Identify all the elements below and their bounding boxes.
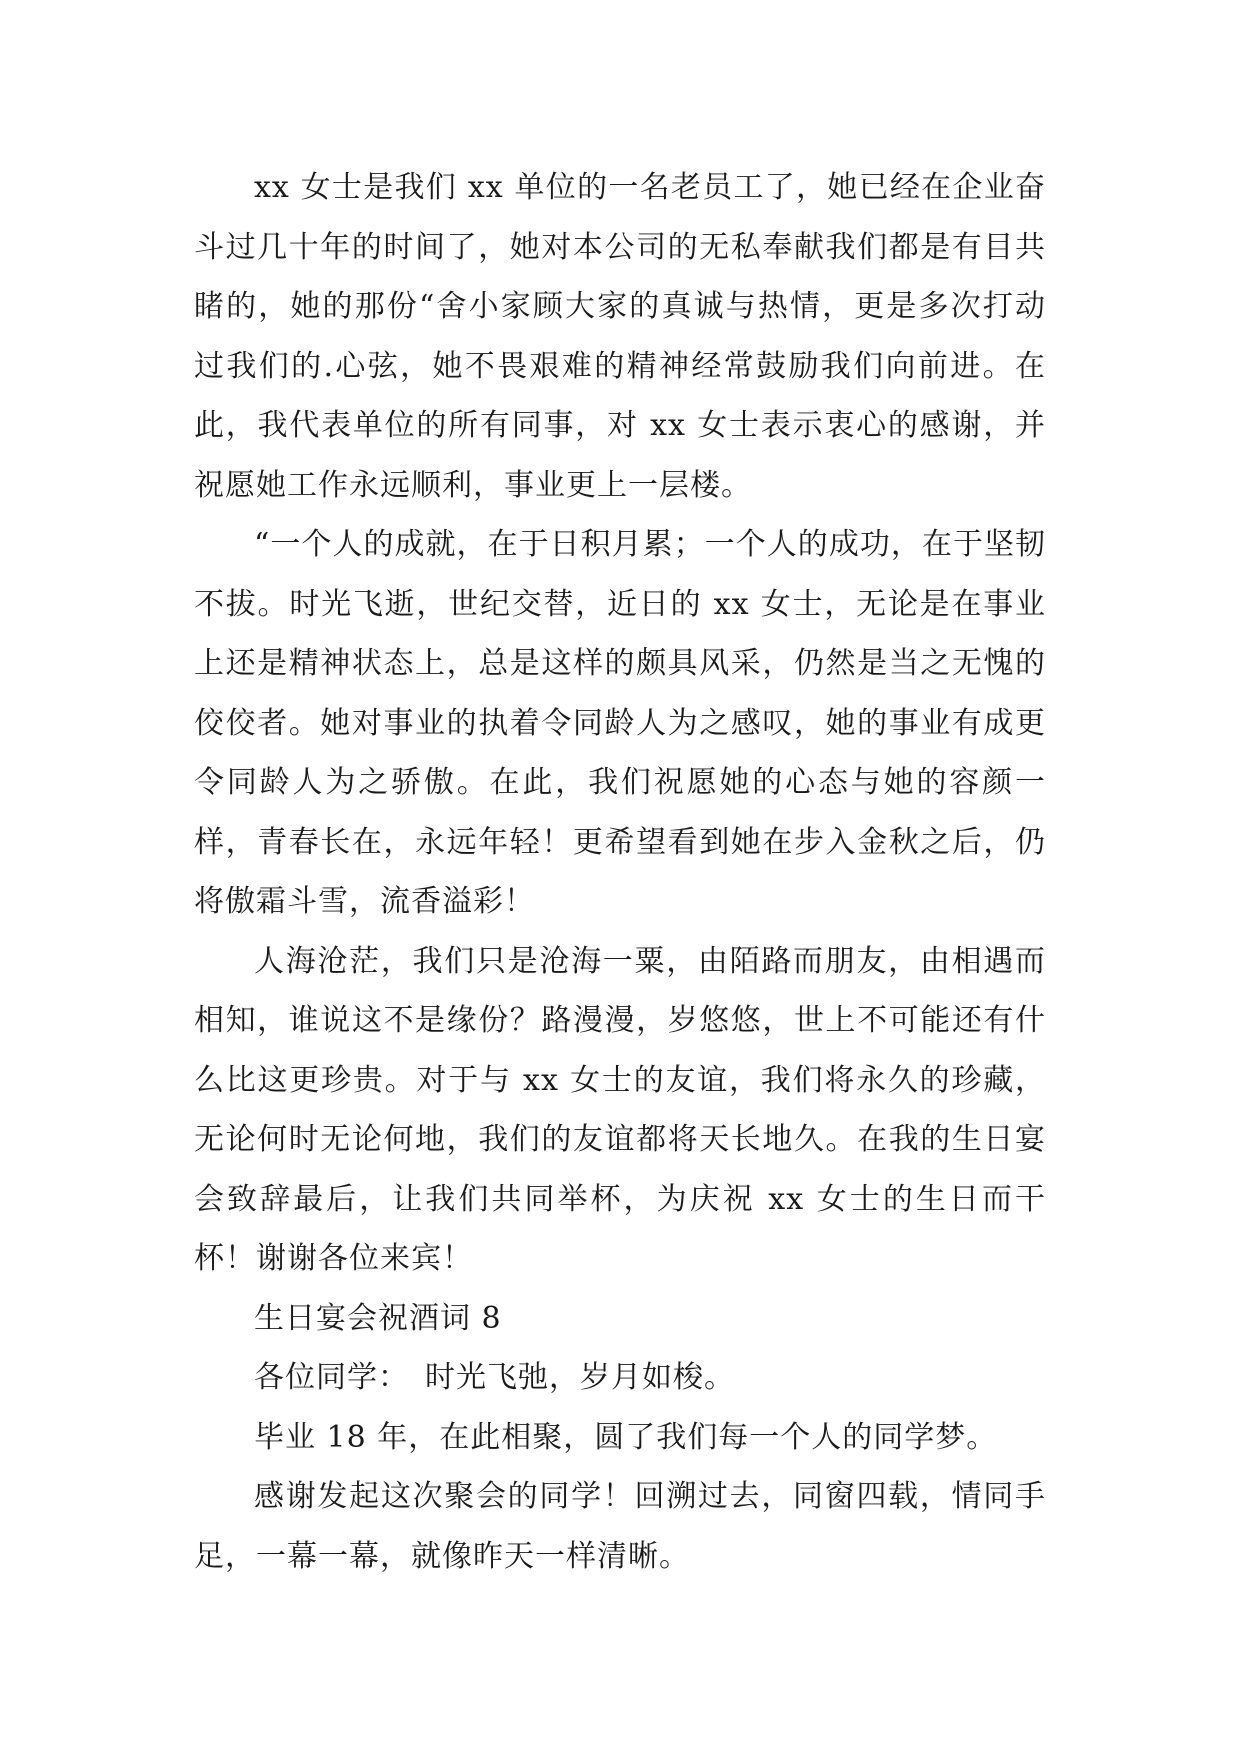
document-body [194, 158, 1046, 1586]
section-title: 生日宴会祝酒词 8 [254, 1300, 502, 1336]
paragraph-achievement: “一个人的成就，在于日积月累；一个人的成功，在于坚韧不拔。时光飞逝，世纪交替，近日的 xx 女士，无论是在事业上还是精神状态上，总是这样的颇具风采，仍然是当之无愧的佼佼者。她对事业的执着令同龄人为之感叹，她的事业有成更令同龄人为之骄傲。在此，我们祝愿她的心态与她的容颜一样，青春长在，永远年轻！更希望看到她在步入金秋之后，仍将傲霜斗雪，流香溢彩！ [194, 527, 1046, 919]
paragraph-reunion: 毕业 18 年，在此相聚，圆了我们每一个人的同学梦。 [254, 1419, 998, 1455]
greeting-line: 各位同学： 时光飞弛，岁月如梭。 [254, 1360, 735, 1395]
paragraph-colleague-tribute: xx 女士是我们 xx 单位的一名老员工了，她已经在企业奋斗过几十年的时间了，她对本公司的无私奉献我们都是有目共睹的，她的那份“舍小家顾大家的真诚与热情，更是多次打动过我们的.心弦，她不畏艰难的精神经常鼓励我们向前进。在此，我代表单位的所有同事，对 xx 女士表示衷心的感谢，并祝愿她工作永远顺利，事业更上一层楼。 [194, 170, 1046, 503]
paragraph-thanks: 感谢发起这次聚会的同学！回溯过去，同窗四载，情同手足，一幕一幕，就像昨天一样清晰。 [194, 1479, 1046, 1574]
paragraph-friendship: 人海沧茫，我们只是沧海一粟，由陌路而朋友，由相遇而相知，谁说这不是缘份？路漫漫，岁悠悠，世上不可能还有什么比这更珍贵。对于与 xx 女士的友谊，我们将永久的珍藏，无论何时无论何地，我们的友谊都将天长地久。在我的生日宴会致辞最后，让我们共同举杯，为庆祝 xx 女士的生日而干杯！谢谢各位来宾！ [194, 943, 1046, 1276]
